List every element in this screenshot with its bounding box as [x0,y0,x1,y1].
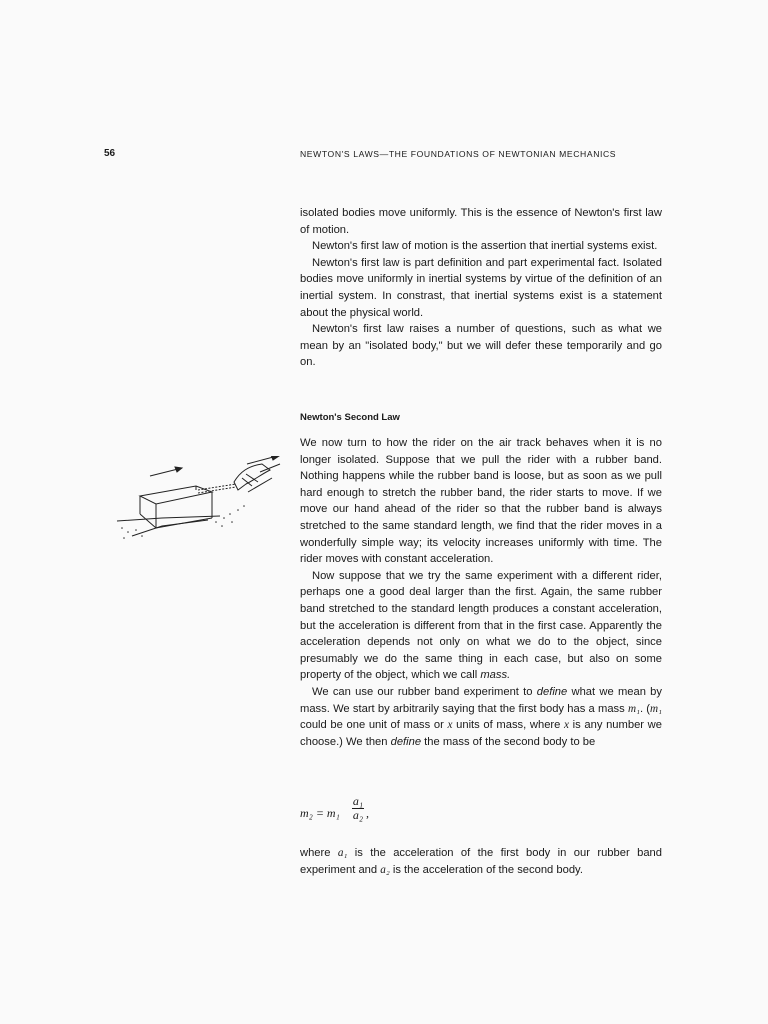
equation-denominator: a₂ [352,808,364,822]
closing-paragraph: where a₁ is the acceleration of the first body in our rubber band experiment and a₂ is the acceleration of the second body. [300,847,662,876]
section-paragraph-1: We now turn to how the rider on the air track behaves when it is no longer isolated. Suppose that we pull the rider with a rubber band. Nothing happens while the rubber band is loose, but as soon as we pull hard enough to stretch the rubber band, the rider starts to move. If we move our hand ahead of the rider so that the rubber band is always stretched to the same standard length, we find that the rider moves in a wonderfully simple way; its velocity increases uniformly with time. The rider moves with constant acceleration. [300,437,662,566]
equation-numerator: a₁ [352,794,364,808]
intro-text [300,205,662,371]
section-paragraph-3: We can use our rubber band experiment to define what we mean by mass. We start by arbitrarily saying that the first body has a mass m₁. (m₁ could be one unit of mass or x units of mass, where x is any number we choose.) We then define the mass of the second body to be [300,685,662,748]
intro-paragraph-4: Newton's first law raises a number of questions, such as what we mean by an "isolated body," but we will defer these temporarily and go on. [300,323,662,369]
closing-text [300,845,662,878]
section-paragraph-2: Now suppose that we try the same experiment with a different rider, perhaps one a good deal larger than the first. Again, the same rubber band stretched to the standard length produces a constant acceleration, but the acceleration is different from that in the first case. Apparently the acceleration depends not only on what we do to the object, since presumably we do the same thing in each case, but also on some property of the object, which we call mass. [300,569,662,682]
intro-paragraph-1: isolated bodies move uniformly. This is the essence of Newton's first law of motion. [300,207,662,236]
equation-fraction [352,795,364,822]
air-track-rider-illustration [112,456,297,551]
section-text [300,435,662,750]
running-head: NEWTON'S LAWS—THE FOUNDATIONS OF NEWTONIAN MECHANICS [300,149,617,159]
equation-lhs: m₂ = m₁ [300,806,340,820]
section-heading: Newton's Second Law [300,412,400,423]
equation-comma: , [366,806,369,820]
air-track-rider-rubber-band-illustration-icon [112,456,297,546]
page-number: 56 [104,148,116,159]
intro-paragraph-3: Newton's first law is part definition and part experimental fact. Isolated bodies move uniformly in inertial systems by virtue of the definition of an inertial system. In constrast, that inertial systems exist is a statement about the physical world. [300,256,662,319]
intro-paragraph-2: Newton's first law of motion is the assertion that inertial systems exist. [312,240,658,253]
